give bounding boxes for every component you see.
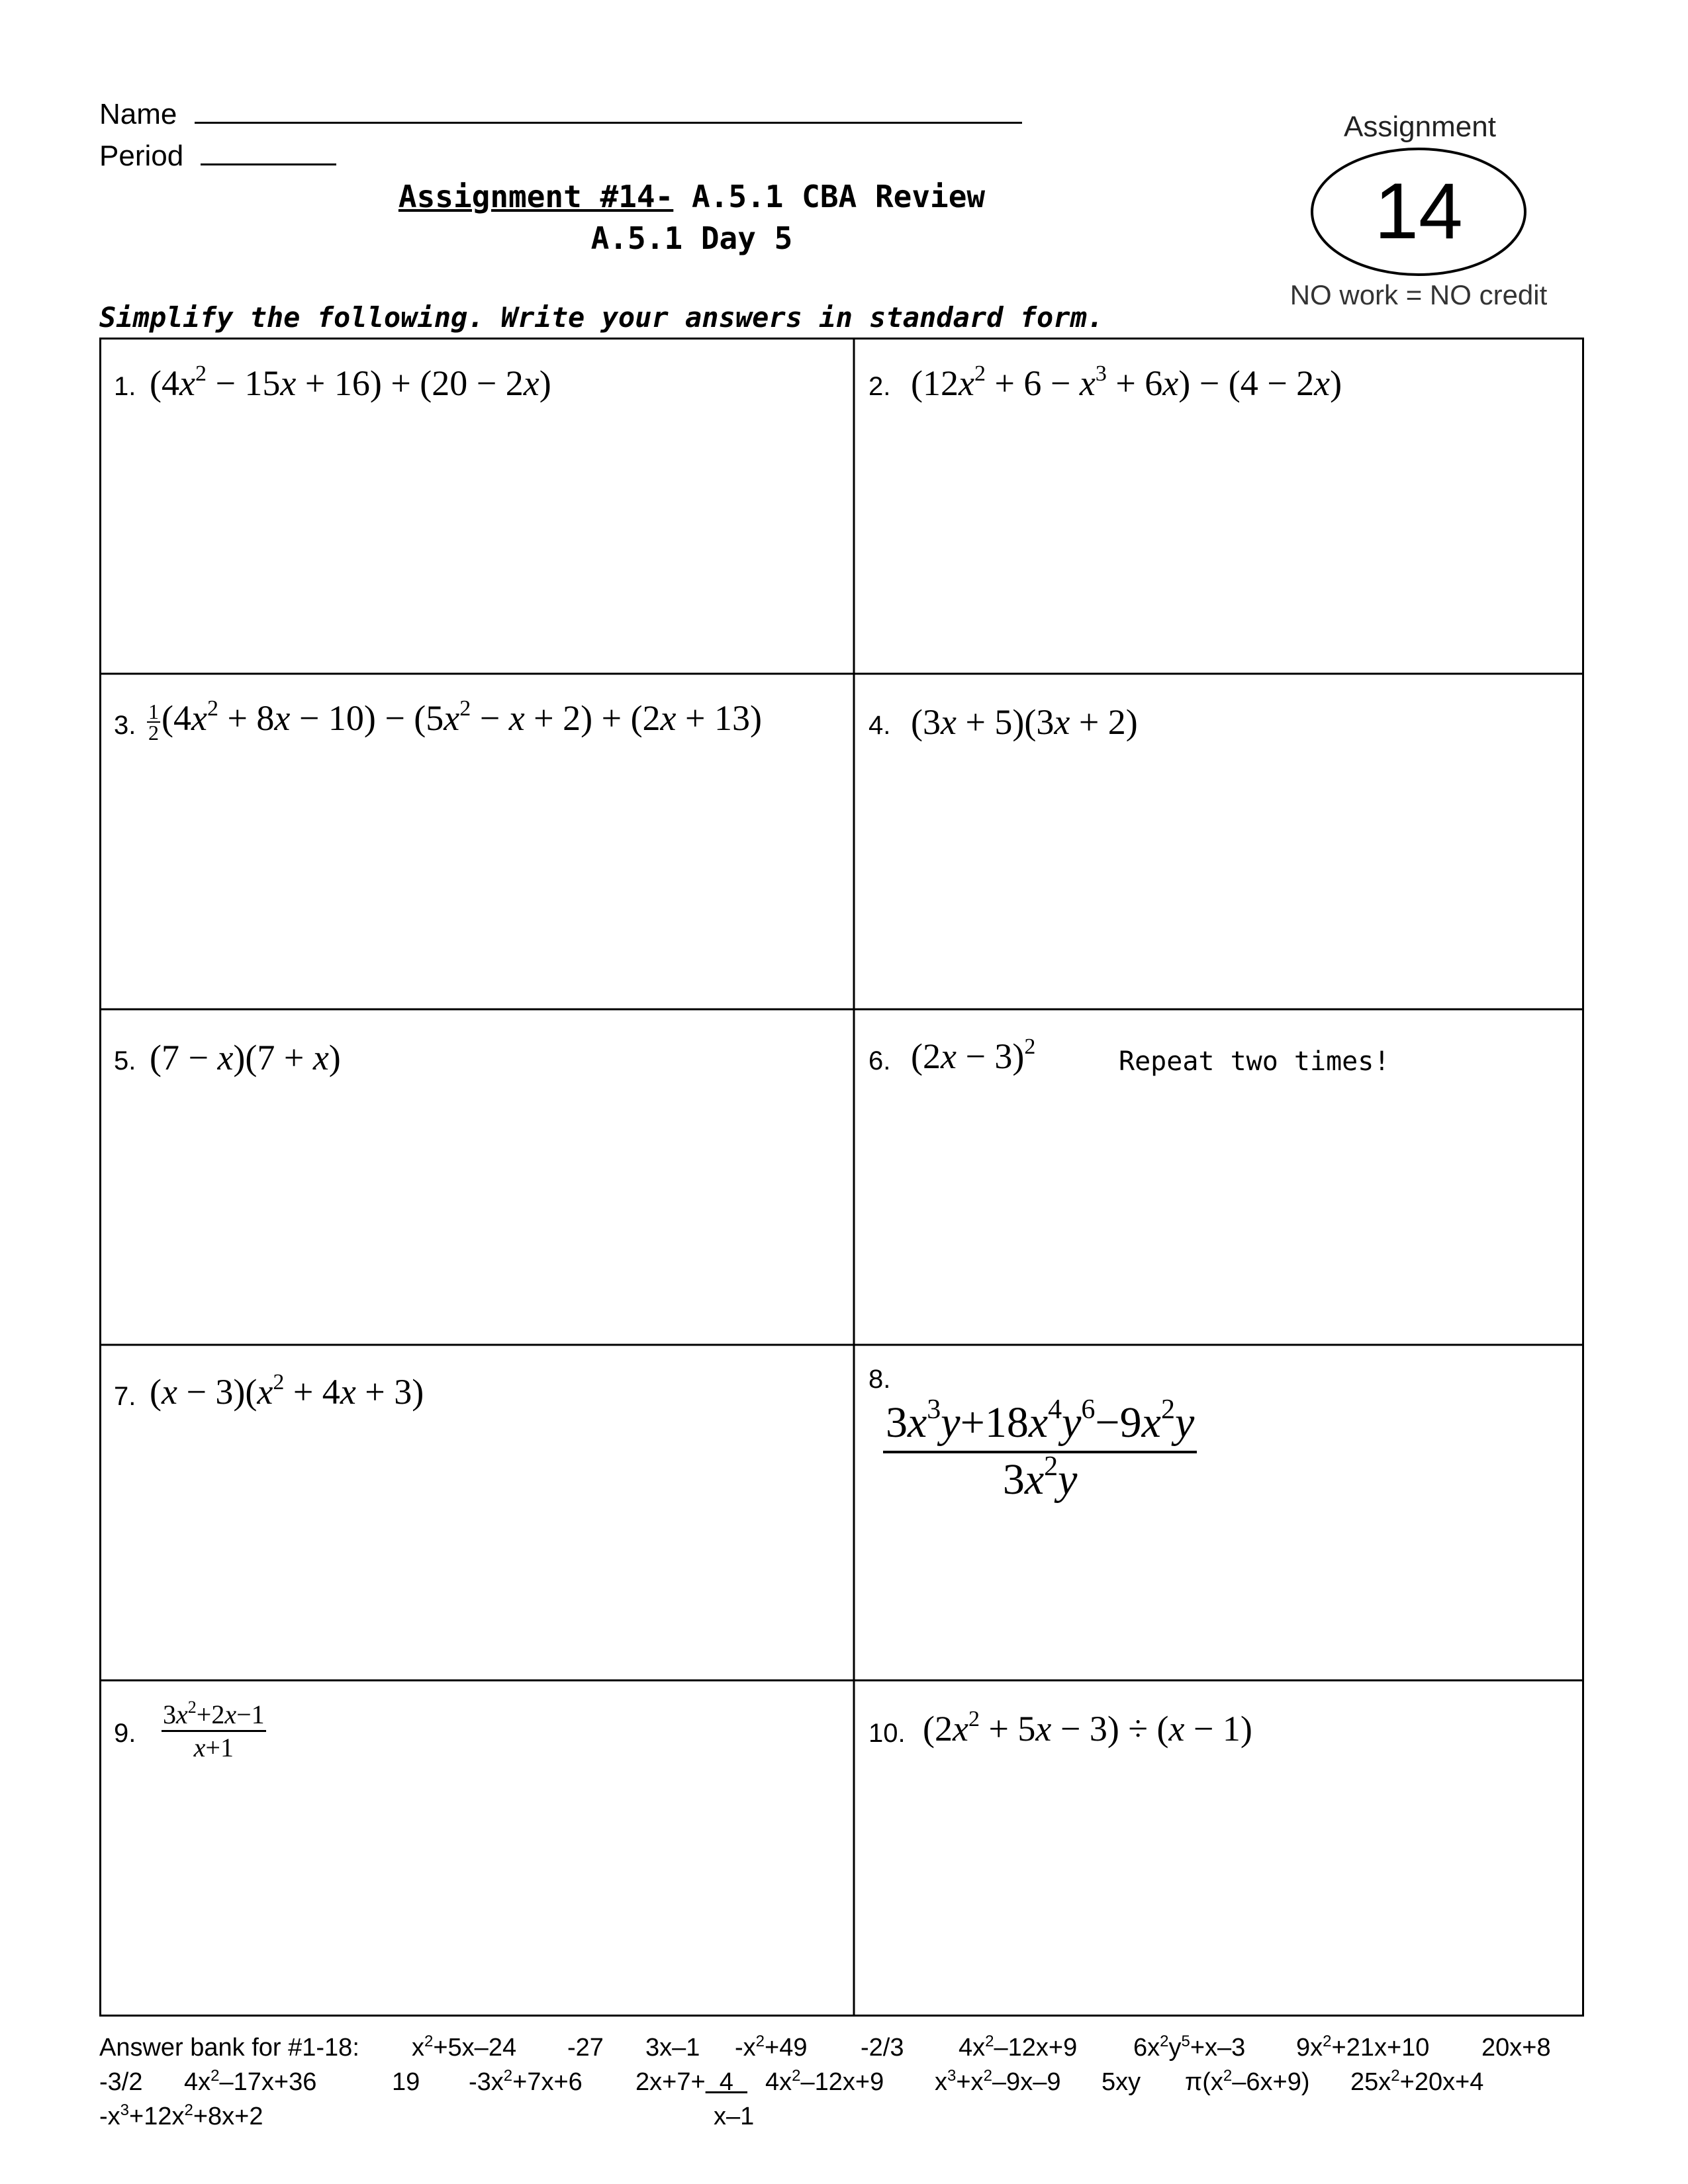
badge-number: 14 <box>1374 167 1463 255</box>
problem-7-cell[interactable] <box>99 1345 854 1680</box>
problem-9-number: 9. <box>114 1719 136 1748</box>
problem-9-cell[interactable] <box>99 1680 854 2017</box>
problem-4-expression: (3x + 5)(3x + 2) <box>911 702 1138 742</box>
problem-8-number: 8. <box>868 1365 891 1394</box>
answer-item: $x^2+5x-24$ <box>412 2032 517 2062</box>
assignment-badge <box>1271 106 1589 318</box>
badge-caption: NO work = NO credit <box>1289 279 1548 310</box>
period-label: Period <box>99 140 184 172</box>
answer-item: $4x^2-17x+36$ <box>184 2067 317 2096</box>
answer-item: -3/2 <box>99 2068 143 2096</box>
answer-item: 5xy <box>1102 2068 1141 2096</box>
page-title <box>0 179 1383 214</box>
problem-1-cell[interactable] <box>99 338 854 674</box>
problem-5-number: 5. <box>114 1046 136 1075</box>
page-subtitle: A.5.1 Day 5 <box>590 220 793 256</box>
problem-2-number: 2. <box>868 372 891 401</box>
problem-7-expression: $(x - 3)(x^2 + 4x + 3)$ <box>150 1370 424 1412</box>
problem-6-cell[interactable] <box>854 1009 1584 1345</box>
answer-item-denominator: x–1 <box>714 2103 755 2130</box>
name-label: Name <box>99 98 177 130</box>
problem-3-number: 3. <box>114 711 136 740</box>
answer-bank-row-1 <box>99 2030 1584 2065</box>
problem-10-expression: $(2x^2 + 5x - 3) \div (x - 1)$ <box>923 1707 1252 1749</box>
answer-item: $25x^2+20x+4$ <box>1350 2067 1484 2096</box>
problem-3-cell[interactable] <box>99 674 854 1009</box>
one-half-fraction: $\frac{1}{2}$ <box>148 699 159 745</box>
answer-bank-label: Answer bank for #1-18: <box>99 2034 359 2062</box>
problem-8-denominator: $3x^2y$ <box>1002 1451 1078 1504</box>
problem-4-cell[interactable] <box>854 674 1584 1009</box>
answer-item: 2x+7+ 4 <box>635 2068 748 2096</box>
name-field[interactable] <box>99 98 1022 131</box>
answer-item: -27 <box>567 2034 604 2062</box>
problem-3-expression: $\frac{1}{2}$ $(4x^2 + 8x - 10) - (5x^2 - x + 2) + (2x + 13)$ <box>148 696 762 745</box>
problem-9-numerator: $3x^2+2x-1$ <box>162 1699 266 1732</box>
problem-8-numerator: $3x^3y+18x^4y^6-9x^2y$ <box>883 1398 1197 1453</box>
problem-7-number: 7. <box>114 1382 136 1411</box>
title-assignment-number: Assignment #14- <box>398 179 674 214</box>
answer-bank <box>99 2030 1584 2134</box>
problem-6-expression: $(2x - 3)^2$ <box>911 1034 1036 1076</box>
answer-item: $-3x^2+7x+6$ <box>469 2067 583 2096</box>
title-topic: A.5.1 CBA Review <box>692 179 986 214</box>
badge-label: Assignment <box>1344 111 1496 143</box>
problem-2-expression: $(12x^2 + 6 - x^3 + 6x) - (4 - 2x)$ <box>911 361 1342 403</box>
problem-6-number: 6. <box>868 1046 891 1075</box>
period-field[interactable] <box>99 140 336 173</box>
answer-bank-row-3 <box>99 2099 1584 2134</box>
answer-item: $-x^3+12x^2+8x+2$ <box>99 2101 263 2130</box>
answer-item: 20x+8 <box>1481 2034 1551 2062</box>
problem-8-cell[interactable] <box>854 1345 1584 1680</box>
problem-5-expression: (7 − x)(7 + x) <box>150 1038 341 1077</box>
answer-item: -2/3 <box>861 2034 904 2062</box>
answer-item: $4x^2-12x+9$ <box>959 2032 1078 2062</box>
problem-1-number: 1. <box>114 372 136 401</box>
name-blank[interactable] <box>195 99 1022 124</box>
problem-2-cell[interactable] <box>854 338 1584 674</box>
answer-item: $-x^2+49$ <box>735 2032 808 2062</box>
problem-6-note: Repeat two times! <box>1119 1046 1390 1077</box>
problem-8-fraction <box>883 1394 1197 1505</box>
problem-10-number: 10. <box>868 1719 906 1748</box>
answer-item: $9x^2+21x+10$ <box>1296 2032 1430 2062</box>
problem-4-number: 4. <box>868 711 891 740</box>
answer-item: $\pi(x^2-6x+9)$ <box>1185 2067 1310 2096</box>
answer-item: 3x–1 <box>645 2034 700 2062</box>
problem-9-denominator: x+1 <box>193 1733 234 1762</box>
problem-1-expression: $(4x^2 - 15x + 16) + (20 - 2x)$ <box>150 361 551 403</box>
period-blank[interactable] <box>201 141 336 165</box>
problem-grid <box>99 338 1584 2017</box>
problem-10-cell[interactable] <box>854 1680 1584 2017</box>
problem-5-cell[interactable] <box>99 1009 854 1345</box>
answer-item: 19 <box>392 2068 420 2096</box>
instructions: Simplify the following. Write your answers in standard form. <box>99 301 1104 334</box>
problem-9-fraction <box>162 1699 266 1763</box>
answer-bank-row-2 <box>99 2065 1584 2099</box>
answer-item: $x^3+x^2-9x-9$ <box>935 2067 1061 2096</box>
answer-item: $4x^2-12x+9$ <box>765 2067 884 2096</box>
answer-item: $6x^2y^5+x-3$ <box>1133 2032 1246 2062</box>
